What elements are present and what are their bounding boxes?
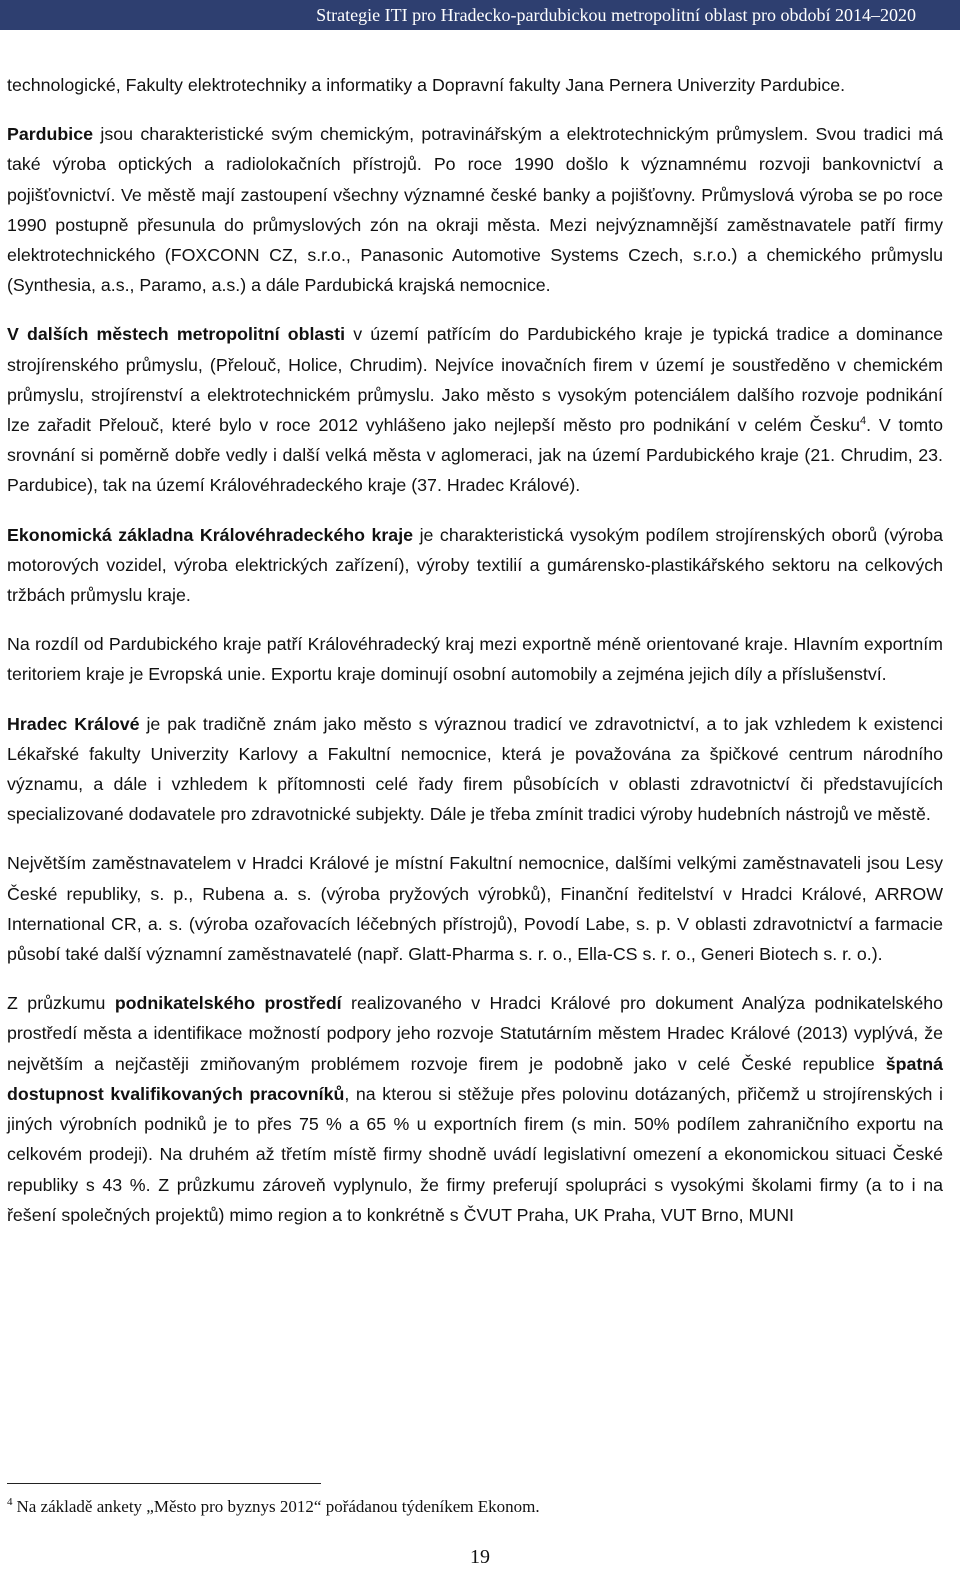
paragraph-text: , na kterou si stěžuje přes polovinu dotázaných, přičemž u strojírenských i jiných výrobních podniků je to přes 75 % a 65 % u exportních firem (s min. 50% podílem zahraničního exportu na celkovém prodeji). Na druhém až třetím místě firmy shodně uvádí legislativní omezení a ekonomickou situaci České republiky s 43 %. Z průzkumu zároveň vyplynulo, že firmy preferují spolupráci s vysokými školami firmy (a to i na řešení společných projektů) mimo region a to konkrétně s ČVUT Praha, UK Praha, VUT Brno, MUNI xyxy=(7,1083,943,1225)
paragraph-text: v území patřícím do Pardubického kraje je typická tradice a dominance strojírenského průmyslu, (Přelouč, Holice, Chrudim). Nejvíce inovačních firem v území je soustředěno v chemickém průmyslu, strojírenství a elektrotechnickém průmyslu. Jako město s vysokým potenciálem dalšího rozvoje podnikání lze zařadit Přelouč, které bylo v roce 2012 vyhlášeno jako nejlepší město pro podnikání v celém Česku xyxy=(7,324,944,436)
paragraph-employers xyxy=(7,848,943,969)
page-number: 19 xyxy=(470,1546,490,1568)
paragraph-pardubice xyxy=(7,119,943,300)
paragraph-text: Na rozdíl od Pardubického kraje patří Královéhradecký kraj mezi exportně méně orientované kraje. Hlavním exportním teritoriem kraje je Evropská unie. Exportu kraje dominují osobní automobily a zejména jejich díly a příslušenství. xyxy=(7,634,943,685)
paragraph-text: jsou charakteristické svým chemickým, potravinářským a elektrotechnickým průmyslem. Svou tradici má také výroba optických a radiolokačních přístrojů. Po roce 1990 došlo k významnému rozvoji bankovnictví a pojišťovnictví. Ve městě mají zastoupení všechny významné české banky a pojišťovny. Průmyslová výroba se po roce 1990 postupně přesunula do průmyslových zón na okraji města. Mezi nejvýznamnější zaměstnavatele patří firmy elektrotechnického (FOXCONN CZ, s.r.o., Panasonic Automotive Systems Czech, s.r.o.) a chemického průmyslu (Synthesia, a.s., Paramo, a.s.) a dále Pardubická krajská nemocnice. xyxy=(7,124,943,296)
running-header xyxy=(0,0,960,30)
footnote-number: 4 xyxy=(7,1496,13,1509)
paragraph-text: je pak tradičně znám jako město s výraznou tradicí ve zdravotnictví, a to jak vzhledem k existenci Lékařské fakulty Univerzity Karlovy a Fakultní nemocnice, která je považována za špičkové centrum národního významu, a dále i vzhledem k přítomnosti celé řady firem působících v oblasti zdravotnictví či představujících specializované dodavatele pro zdravotnické subjekty. Dále je třeba zmínit tradici výroby hudebních nástrojů ve městě. xyxy=(7,713,943,825)
paragraph-business-survey xyxy=(7,988,943,1230)
paragraph-text: je charakteristická vysokým podílem strojírenských oborů (výroba motorových vozidel, výroba elektrických zařízení), výroby textilií a gumárensko-plastikářského sektoru na celkových tržbách průmyslu kraje. xyxy=(7,524,943,606)
footnote-text: Na základě ankety „Město pro byznys 2012“ pořádanou týdeníkem Ekonom. xyxy=(16,1497,540,1516)
paragraph-text: technologické, Fakulty elektrotechniky a informatiky a Dopravní fakulty Jana Pernera Univerzity Pardubice. xyxy=(7,75,846,95)
document-body xyxy=(7,70,943,1249)
footnote xyxy=(7,1496,540,1518)
footnote-reference[interactable]: 4 xyxy=(860,415,867,428)
bold-term-hradec-kralove: Hradec Králové xyxy=(7,713,140,734)
paragraph-hradec-kralove xyxy=(7,709,943,830)
header-title: Strategie ITI pro Hradecko-pardubickou metropolitní oblast pro období 2014–2020 xyxy=(316,5,916,25)
bold-term-other-towns: V dalších městech metropolitní oblasti xyxy=(7,324,346,345)
paragraph-text: Největším zaměstnavatelem v Hradci Králové je místní Fakultní nemocnice, dalšími velkými zaměstnavateli jsou Lesy České republiky, s. p., Rubena a. s. (výroba pryžových výrobků), Finanční ředitelství v Hradci Králové, ARROW International CR, a. s. (výroba ozařovacích léčebných přístrojů), Povodí Labe, s. p. V oblasti zdravotnictví a farmacie působí také další významní zaměstnavatelé (např. Glatt-Pharma s. r. o., Ella-CS s. r. o., Generi Biotech s. r. o.). xyxy=(7,853,943,965)
paragraph-other-towns xyxy=(7,319,943,500)
paragraph-economic-base xyxy=(7,520,943,611)
bold-term-pardubice: Pardubice xyxy=(7,124,93,145)
bold-term-business-environment: podnikatelského prostředí xyxy=(114,993,342,1014)
paragraph-university xyxy=(7,70,943,100)
bold-term-workforce: špatná dostupnost kvalifikovaných pracovníků xyxy=(7,1053,943,1104)
paragraph-text: . V tomto srovnání si poměrně dobře vedly i další velká města v aglomeraci, jak na území Pardubického kraje (21. Chrudim, 23. Pardubice), tak na území Královéhradeckého kraje (37. Hradec Králové). xyxy=(7,415,943,496)
bold-term-economic-base: Ekonomická základna Královéhradeckého kraje xyxy=(7,524,414,545)
paragraph-text: Z průzkumu xyxy=(7,993,115,1014)
paragraph-text: realizovaného v Hradci Králové pro dokument Analýza podnikatelského prostředí města a identifikace možností podpory jeho rozvoje Statutárním městem Hradec Králové (2013) vyplývá, že největším a nejčastěji zmiňovaným problémem rozvoje firem je podobně jako v celé České republice xyxy=(7,993,943,1074)
paragraph-export xyxy=(7,629,943,689)
footnote-separator xyxy=(7,1483,321,1484)
